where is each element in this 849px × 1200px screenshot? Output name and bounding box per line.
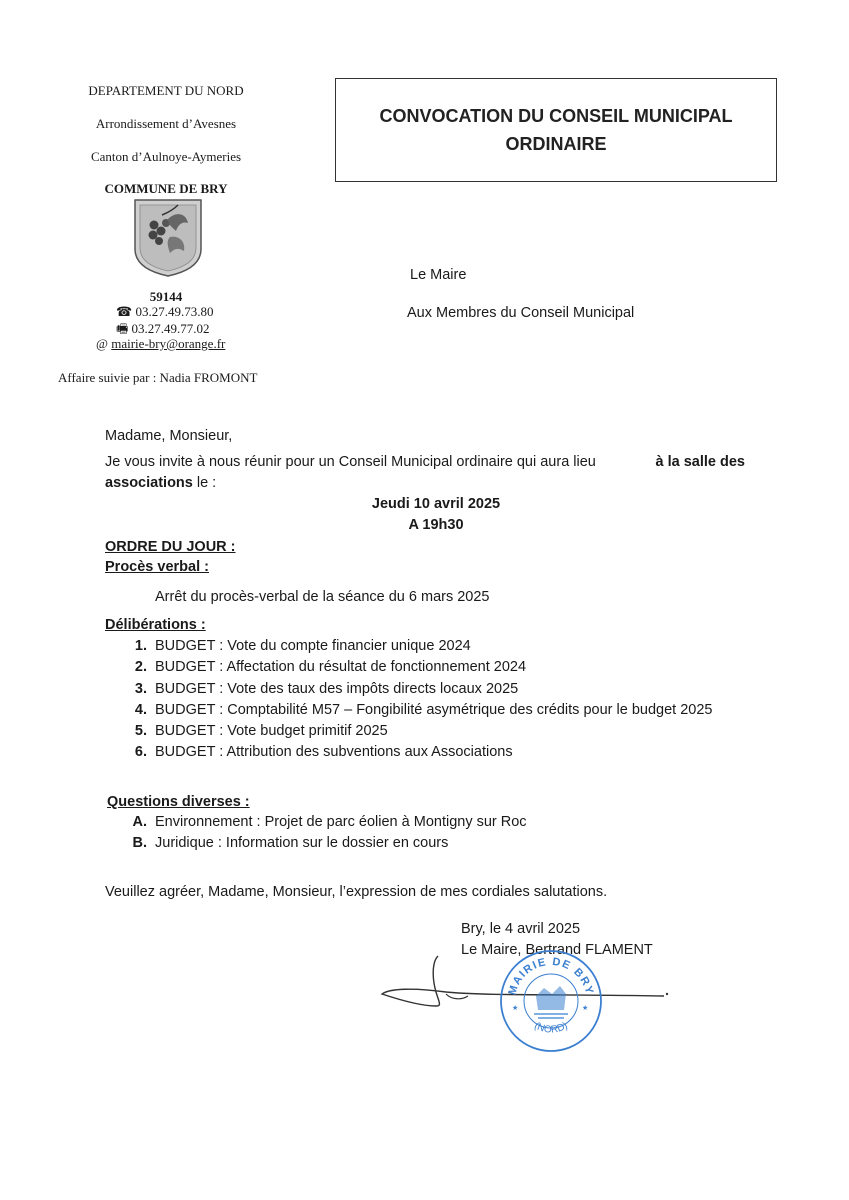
recipients: Aux Membres du Conseil Municipal	[407, 305, 635, 321]
list-item: A. Environnement : Projet de parc éolien à Montigny sur Roc	[132, 814, 527, 830]
list-item: 6. BUDGET : Attribution des subventions aux Associations	[134, 744, 513, 761]
pv-item: Arrêt du procès-verbal de la séance du 6 mars 2025	[155, 589, 490, 605]
sender: Le Maire	[410, 267, 467, 283]
email-link[interactable]: mairie-bry@orange.fr	[111, 336, 226, 351]
meeting-time: A 19h30	[408, 517, 464, 533]
pv-heading: Procès verbal :	[105, 559, 209, 575]
postal-code: 59144	[149, 289, 183, 304]
department-label: DEPARTEMENT DU NORD	[88, 83, 244, 98]
title-line-1: CONVOCATION DU CONSEIL MUNICIPAL	[379, 106, 733, 126]
invitation-place-2: associations	[105, 475, 193, 491]
stamp-bottom-text: (NORD)	[532, 1020, 570, 1036]
list-item: 5. BUDGET : Vote budget primitif 2025	[134, 723, 388, 740]
closing: Veuillez agréer, Madame, Monsieur, l’expression de mes cordiales salutations.	[105, 884, 608, 900]
invitation-suffix: le :	[192, 475, 217, 491]
svg-text:(NORD)	[532, 1021, 569, 1036]
salutation: Madame, Monsieur,	[105, 428, 233, 444]
affaire-suivie: Affaire suivie par : Nadia FROMONT	[58, 370, 258, 385]
coat-of-arms-logo	[132, 197, 204, 279]
canton-label: Canton d’Aulnoye-Aymeries	[90, 149, 242, 164]
phone-line	[116, 304, 213, 320]
list-item: B. Juridique : Information sur le dossier en cours	[132, 835, 449, 852]
phone-number: 03.27.49.73.80	[135, 304, 214, 319]
email-line	[96, 336, 225, 352]
email-at-icon: @	[96, 336, 108, 351]
title-line-2: ORDINAIRE	[505, 134, 607, 154]
deliberations-heading: Délibérations :	[105, 617, 206, 633]
invitation-paragraph	[105, 452, 745, 494]
signer: Le Maire, Bertrand FLAMENT	[461, 942, 653, 958]
deliberations-list	[125, 636, 712, 764]
list-item: 4. BUDGET : Comptabilité M57 – Fongibilité asymétrique des crédits pour le budget 2025	[134, 701, 713, 718]
agenda-heading: ORDRE DU JOUR :	[105, 539, 236, 555]
questions-heading: Questions diverses :	[107, 794, 250, 810]
meeting-date: Jeudi 10 avril 2025	[371, 496, 501, 512]
list-item: 2. BUDGET : Affectation du résultat de fonctionnement 2024	[134, 659, 527, 676]
phone-icon: ☎	[116, 304, 133, 319]
official-stamp	[498, 948, 604, 1054]
list-item: 1. BUDGET : Vote du compte financier unique 2024	[134, 638, 471, 654]
arrondissement-label: Arrondissement d’Avesnes	[95, 116, 237, 131]
list-item: 3. BUDGET : Vote des taux des impôts directs locaux 2025	[134, 680, 519, 697]
stamp-top-text: MAIRIE DE BRY	[506, 955, 596, 997]
place-date: Bry, le 4 avril 2025	[461, 921, 581, 937]
invitation-place-1: à la salle des	[655, 454, 745, 470]
invitation-text: Je vous invite à nous réunir pour un Conseil Municipal ordinaire qui aura lieu	[105, 454, 596, 470]
svg-text:★: ★	[582, 1004, 589, 1012]
fax-number: 03.27.49.77.02	[131, 321, 210, 336]
fax-icon: 🖷	[116, 321, 129, 336]
questions-list	[125, 812, 527, 855]
svg-text:★: ★	[512, 1004, 519, 1012]
title-box	[335, 78, 777, 182]
commune-label: COMMUNE DE BRY	[104, 181, 228, 196]
